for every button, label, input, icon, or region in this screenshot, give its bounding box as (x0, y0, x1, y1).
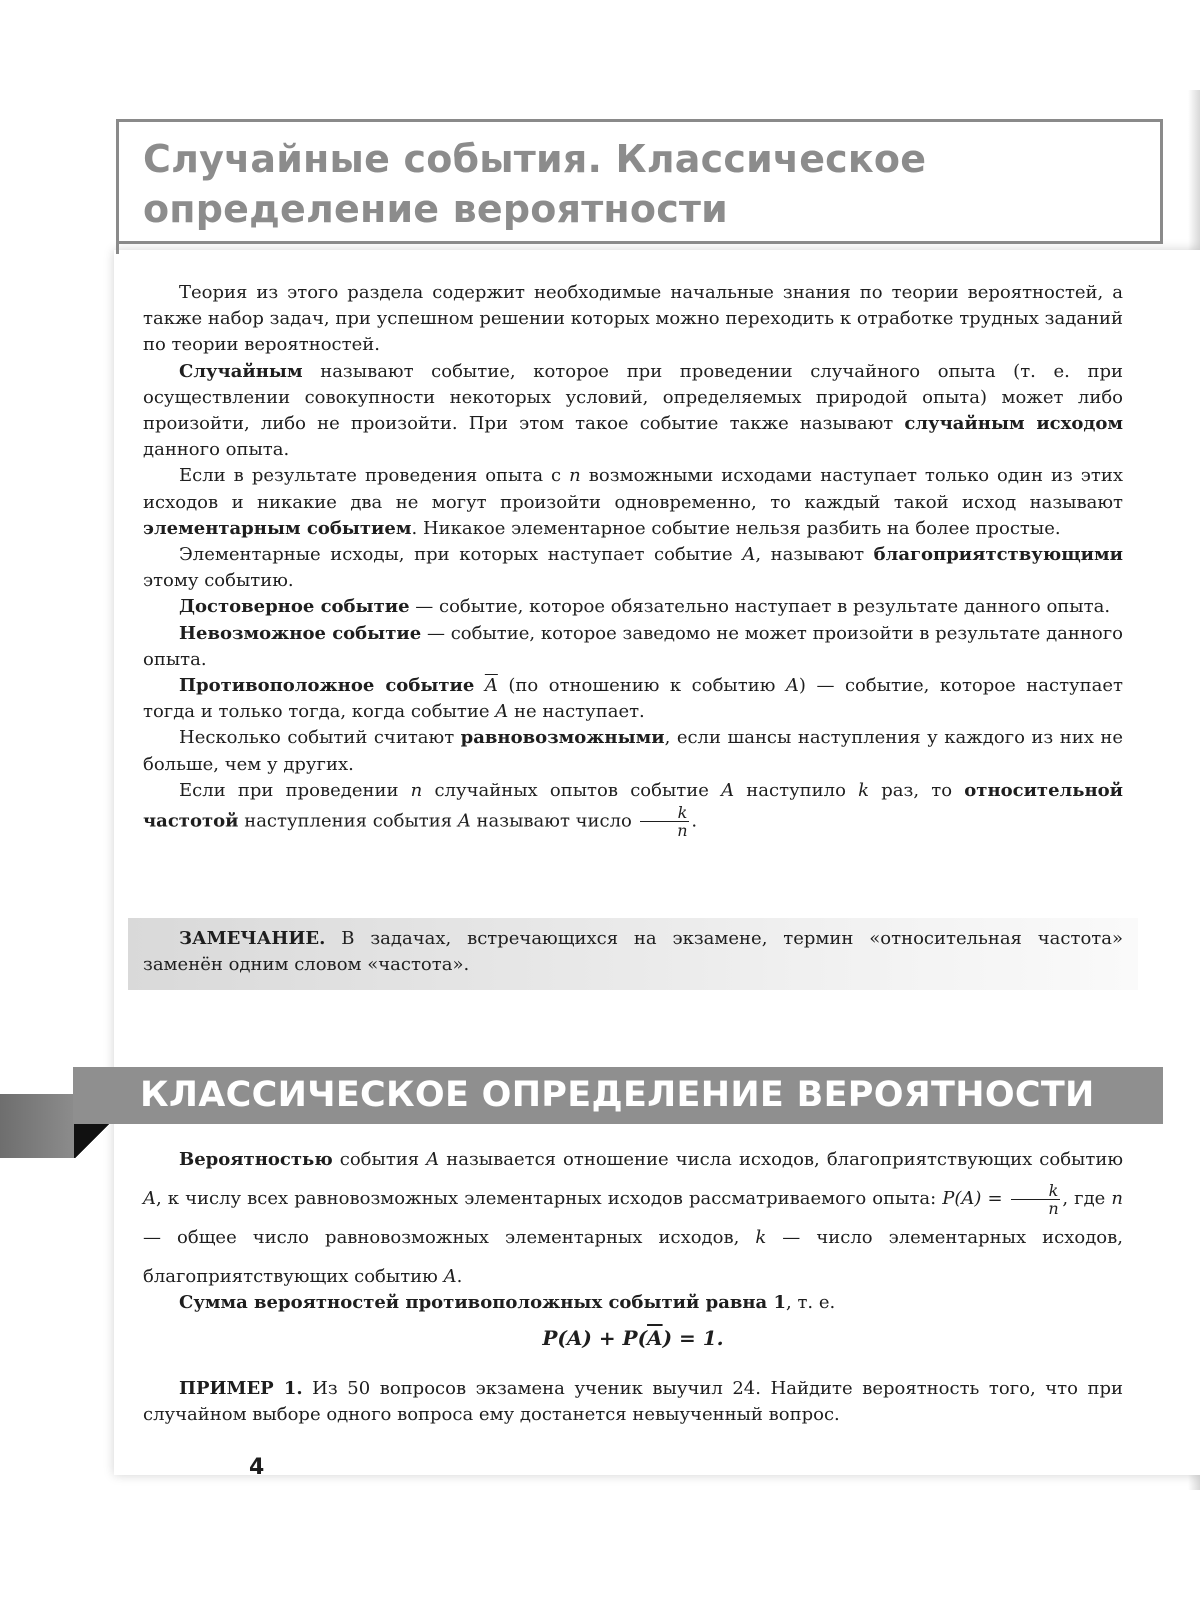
section-tab (0, 1094, 74, 1158)
paragraph (143, 1290, 1123, 1316)
paragraph (143, 1376, 1123, 1428)
paragraph-text: — событие, которое обязательно наступает в результате данного опыта. (409, 596, 1111, 618)
paragraph-text: В задачах, встречающихся на экзамене, термин «относительная частота» заменён одним словом «частота». (143, 928, 1123, 976)
paragraph (143, 1140, 1123, 1296)
paragraph-text: Элементарные исходы, при которых наступает событие (179, 544, 743, 566)
paragraph (143, 725, 1123, 777)
paragraph-text: = (981, 1188, 1009, 1209)
term: благоприятствующими (873, 544, 1124, 566)
section-tab-fold (74, 1124, 110, 1158)
paragraph (143, 280, 1123, 359)
fraction-denominator: n (1048, 1198, 1059, 1218)
fraction-k-over-n (640, 804, 690, 839)
variable: (A) (954, 1188, 982, 1209)
variable: A (495, 701, 509, 723)
paragraph-text: называется отношение числа исходов, благоприятствующих событию (439, 1149, 1123, 1170)
variable: A (457, 810, 471, 832)
paragraph-text: Теория из этого раздела содержит необходимые начальные знания по теории вероятностей, а также набор задач, при успешном решении которых можно переходить к отработке трудных заданий по теории вероятностей. (143, 282, 1123, 356)
title-connector (116, 244, 119, 254)
paragraph (143, 359, 1123, 464)
definition-section (143, 1140, 1123, 1316)
paragraph-text: Если в результате проведения опыта с (179, 465, 570, 487)
paragraph-text: называют число (470, 810, 638, 832)
term: равновозможными (460, 727, 665, 749)
fraction-denominator: n (677, 821, 688, 841)
paragraph-text: — общее число равновозможных элементарных исходов, (143, 1227, 756, 1248)
section-header-bar (73, 1067, 1163, 1124)
paragraph-text: — событие, которое заведомо не может произойти в результате данного опыта. (143, 622, 1123, 670)
term: Случайным (179, 360, 303, 382)
paragraph-text: . (691, 810, 698, 832)
variable: k (755, 1227, 767, 1248)
paragraph (143, 463, 1123, 542)
variable: A (443, 1266, 457, 1287)
formula-right: ) = 1. (662, 1326, 724, 1350)
paragraph-text: Если при проведении (179, 779, 411, 801)
paragraph (143, 594, 1123, 620)
page-number: 4 (249, 1455, 265, 1480)
intro-section (143, 280, 1123, 839)
formula-left: P(A) + P( (542, 1326, 648, 1350)
variable: n (569, 465, 581, 487)
paragraph-text: . (456, 1266, 463, 1287)
variable: A (742, 544, 756, 566)
fraction-numerator: k (1011, 1182, 1061, 1200)
paragraph-text: не наступает. (508, 701, 645, 723)
formula-complement-sum (143, 1326, 1123, 1350)
example-section (143, 1376, 1123, 1428)
variable: n (410, 779, 423, 801)
paragraph-text: , называют (755, 544, 874, 566)
paragraph-text: раз, то (869, 779, 965, 801)
term: Достоверное событие (179, 596, 410, 618)
term: Невозможное событие (179, 622, 422, 644)
paragraph-text: возможными исходами наступает только один из этих исходов и никакие два не могут произойти одновременно, то каждый такой исход называют (143, 465, 1123, 513)
note-label: ЗАМЕЧАНИЕ. (179, 928, 326, 949)
paragraph (143, 621, 1123, 673)
paragraph (143, 926, 1123, 978)
page-title (119, 122, 1160, 234)
term: относительной частотой (143, 779, 1123, 832)
title-box (116, 119, 1163, 244)
fraction-numerator: k (640, 804, 690, 822)
paragraph-text: наступления события (238, 810, 458, 832)
paragraph-text: — число элементарных исходов, благоприятствующих событию (143, 1227, 1123, 1287)
paragraph-text: , к числу всех равновозможных элементарных исходов рассматриваемого опыта: (156, 1188, 943, 1209)
variable: A (785, 675, 799, 697)
variable-complement: $\overline{A}$ (484, 675, 498, 697)
variable: A (426, 1149, 440, 1170)
paragraph-text: . Никакое элементарное событие нельзя разбить на более простые. (411, 517, 1061, 539)
title-line-2: определение вероятности (143, 187, 728, 231)
paragraph-text: данного опыта. (143, 439, 290, 461)
paragraph-text: случайных опытов событие (422, 779, 722, 801)
term: случайным исходом (904, 413, 1124, 435)
paragraph-text: Несколько событий считают (179, 727, 461, 749)
term: элементарным событием (143, 517, 412, 539)
paragraph-text: , где (1062, 1188, 1112, 1209)
example-label: ПРИМЕР 1. (179, 1378, 303, 1399)
paragraph-text: , т. е. (786, 1292, 836, 1313)
variable: A (143, 1188, 156, 1209)
note-text (143, 926, 1123, 978)
formula-complement: $\overline{A}$ (647, 1326, 663, 1350)
term: Сумма вероятностей противоположных событий равна 1 (179, 1292, 786, 1313)
paragraph-text: Из 50 вопросов экзамена ученик выучил 24. Найдите вероятность того, что при случайном выборе одного вопроса ему достанется невыученный вопрос. (143, 1378, 1123, 1426)
paragraph (143, 673, 1123, 725)
paragraph (143, 778, 1123, 839)
term: Вероятностью (179, 1149, 333, 1170)
paragraph-text: наступило (734, 779, 859, 801)
paragraph-text: (по отношению к событию (497, 675, 786, 697)
variable: k (858, 779, 870, 801)
term: Противоположное событие (179, 675, 475, 697)
paragraph-text: этому событию. (143, 570, 294, 592)
paragraph-text: , если шансы наступления у каждого из них не больше, чем у других. (143, 727, 1123, 775)
paragraph-text: события (332, 1149, 427, 1170)
fraction-k-over-n (1011, 1182, 1061, 1217)
variable: P (942, 1188, 955, 1209)
title-line-1: Случайные события. Классическое (143, 137, 927, 181)
paragraph-text: ) — событие, которое наступает тогда и только тогда, когда событие (143, 675, 1123, 723)
variable: n (1111, 1188, 1123, 1209)
variable: A (721, 779, 735, 801)
paragraph (143, 542, 1123, 594)
section-heading: КЛАССИЧЕСКОЕ ОПРЕДЕЛЕНИЕ ВЕРОЯТНОСТИ (140, 1075, 1095, 1115)
paragraph-text: называют событие, которое при проведении случайного опыта (т. е. при осуществлении совокупности некоторых условий, определяемых природой опыта) может либо произойти, либо не произойти. При этом такое событие также называют (143, 360, 1123, 435)
